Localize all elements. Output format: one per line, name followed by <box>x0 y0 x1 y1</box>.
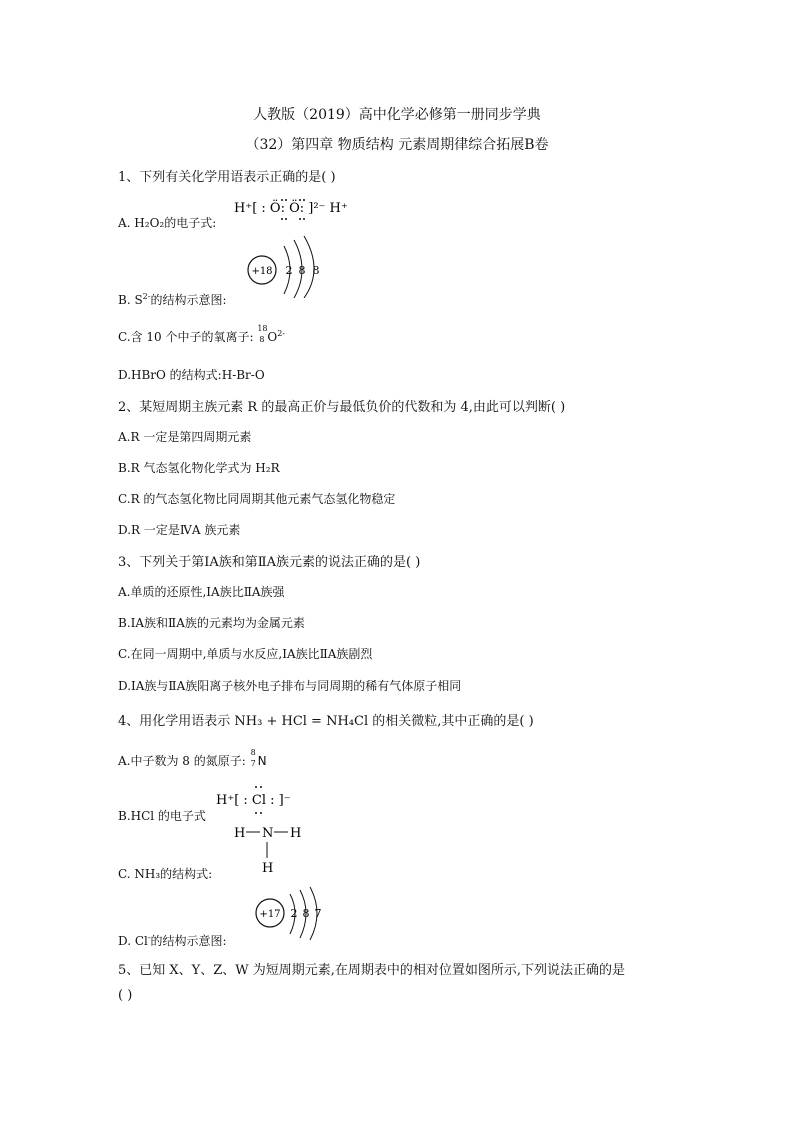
option-b-charge: 2- <box>142 292 151 301</box>
cl-ion-structure-svg <box>252 884 332 944</box>
nh3-h-bottom: H <box>262 861 274 876</box>
nh3-h-left: H <box>234 826 246 841</box>
nitrogen-atomic-number: 7 <box>250 759 256 768</box>
isotope-prefix <box>257 324 268 344</box>
question-4-option-d <box>118 932 227 949</box>
question-5-stem: 5、已知 X、Y、Z、W 为短周期元素,在周期表中的相对位置如图所示,下列说法正确的是 <box>118 963 626 978</box>
option-d-prefix: D. Cl <box>118 934 148 948</box>
h2o2-electron-formula-figure <box>234 196 374 222</box>
page-title: 人教版（2019）高中化学必修第一册同步学典 <box>253 107 541 123</box>
nh3-n: N <box>262 826 274 841</box>
nitrogen-symbol: N <box>257 754 267 768</box>
option-c-text: C.含 10 个中子的氧离子: <box>118 330 254 344</box>
option-a-text: A.中子数为 8 的氮原子: <box>118 754 246 768</box>
nh3-structural-formula-figure <box>232 822 312 878</box>
hcl-formula-text: H⁺[ : Cl : ]⁻ <box>216 793 291 808</box>
question-3-option-b: B.ⅠA族和ⅡA族的元素均为金属元素 <box>118 616 305 630</box>
isotope-atomic-number: 8 <box>259 335 265 344</box>
option-d-charge: - <box>147 933 151 942</box>
nitrogen-isotope-prefix <box>250 748 258 768</box>
s-ion-structure-diagram <box>244 232 334 302</box>
question-1-option-c <box>118 324 285 345</box>
nucleus-charge: +17 <box>259 909 281 920</box>
nitrogen-mass: 8 <box>250 748 256 757</box>
shell-electrons-3: 8 <box>312 264 320 277</box>
question-2-option-b: B.R 气态氢化物化学式为 H₂R <box>118 461 280 475</box>
question-1-option-a: A. H₂O₂的电子式: <box>118 216 217 230</box>
isotope-charge: 2- <box>277 329 285 338</box>
nh3-structural-formula <box>232 822 312 882</box>
nucleus-charge: +18 <box>251 266 273 277</box>
question-2-stem: 2、某短周期主族元素 R 的最高正价与最低负价的代数和为 4,由此可以判断( ) <box>118 400 566 415</box>
shell-electrons-1: 2 <box>285 264 293 277</box>
isotope-symbol: O <box>267 330 278 344</box>
question-3-stem: 3、下列关于第ⅠA族和第ⅡA族元素的说法正确的是( ) <box>118 555 421 570</box>
page-subtitle: （32）第四章 物质结构 元素周期律综合拓展B卷 <box>245 137 549 153</box>
question-3-option-c: C.在同一周期中,单质与水反应,ⅠA族比ⅡA族剧烈 <box>118 647 373 661</box>
nh3-h-right: H <box>290 826 302 841</box>
shell-electrons-3: 7 <box>314 907 322 920</box>
shell-electrons-2: 8 <box>302 907 310 920</box>
question-1-option-d: D.HBrO 的结构式:H-Br-O <box>118 368 265 382</box>
h2o2-formula-text: H⁺[ : Ö: Ö: ]²⁻ H⁺ <box>234 201 348 216</box>
shell-electrons-1: 2 <box>290 907 298 920</box>
option-d-suffix: 的结构示意图: <box>150 934 227 948</box>
question-1-option-b <box>118 291 227 308</box>
question-4-option-c: C. NH₃的结构式: <box>118 867 213 881</box>
question-3-option-a: A.单质的还原性,ⅠA族比ⅡA族强 <box>118 585 285 599</box>
cl-ion-structure-diagram <box>252 884 332 948</box>
s-ion-structure-svg <box>244 232 334 298</box>
question-4-option-b: B.HCl 的电子式 <box>118 809 206 823</box>
question-4-option-a <box>118 748 267 769</box>
question-1-stem: 1、下列有关化学用语表示正确的是( ) <box>118 170 336 185</box>
isotope-mass: 18 <box>257 324 268 333</box>
question-2-option-a: A.R 一定是第四周期元素 <box>118 430 252 444</box>
hcl-electron-formula <box>216 782 306 820</box>
question-4-stem: 4、用化学用语表示 NH₃ + HCl = NH₄Cl 的相关微粒,其中正确的是( ) <box>118 714 534 729</box>
h2o2-electron-formula <box>234 196 374 226</box>
question-3-option-d: D.ⅠA族与ⅡA族阳离子核外电子排布与同周期的稀有气体原子相同 <box>118 679 462 693</box>
shell-electrons-2: 8 <box>298 264 306 277</box>
option-b-suffix: 的结构示意图: <box>150 293 227 307</box>
question-5-answer-blank: ( ) <box>118 988 133 1003</box>
hcl-electron-formula-figure <box>216 782 306 816</box>
question-2-option-d: D.R 一定是ⅣA 族元素 <box>118 523 241 537</box>
option-b-prefix: B. S <box>118 293 143 307</box>
question-2-option-c: C.R 的气态氢化物比同周期其他元素气态氢化物稳定 <box>118 492 396 506</box>
